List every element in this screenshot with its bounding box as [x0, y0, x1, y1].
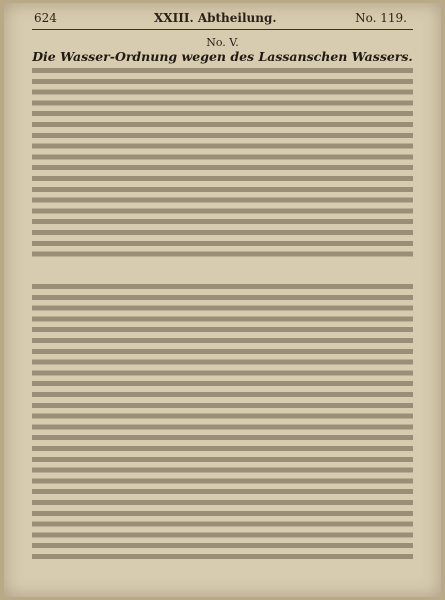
preamble-paragraph — [32, 65, 413, 261]
document-number: No. V. — [206, 36, 239, 49]
section-title: XXIII. Abtheilung. — [154, 11, 277, 25]
header-rule — [32, 29, 413, 30]
document-title: Die Wasser-Ordnung wegen des Lassanschen Wassers. — [32, 49, 413, 64]
issue-number: No. 119. — [355, 11, 407, 25]
page-number: 624 — [34, 11, 57, 25]
body-paragraphs — [32, 281, 413, 563]
page — [4, 3, 441, 597]
running-header — [4, 11, 441, 29]
